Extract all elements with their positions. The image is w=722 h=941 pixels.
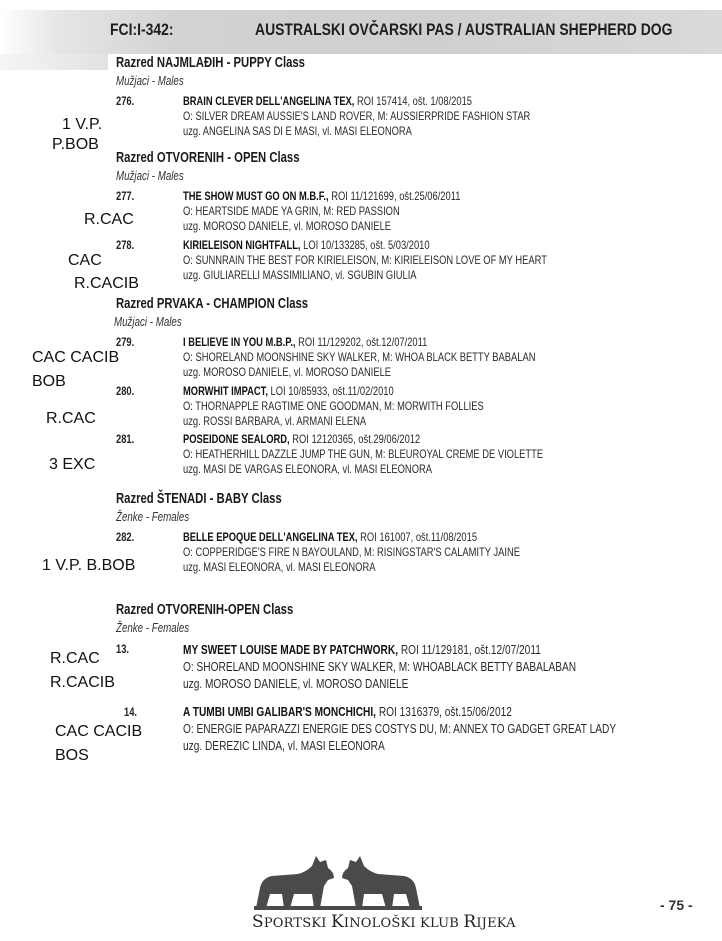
entry-280 bbox=[183, 384, 484, 429]
dog-owner: uzg. ROSSI BARBARA, vl. ARMANI ELENA bbox=[183, 414, 367, 428]
sex-label: Mužjaci - Males bbox=[116, 169, 184, 183]
award-279-a: CAC CACIB bbox=[32, 349, 120, 366]
sex-label: Ženke - Females bbox=[116, 621, 190, 635]
entry-14 bbox=[183, 703, 616, 754]
dog-parents: O: SHORELAND MOONSHINE SKY WALKER, M: WHOA BLACK BETTY BABALAN bbox=[183, 350, 536, 364]
dog-parents: O: SILVER DREAM AUSSIE'S LAND ROVER, M: AUSSIERPRIDE FASHION STAR bbox=[183, 109, 531, 123]
award-276-b: P.BOB bbox=[52, 136, 99, 153]
entry-279 bbox=[183, 335, 535, 380]
dog-owner: uzg. ANGELINA SAS DI E MASI, vl. MASI ELEONORA bbox=[183, 124, 412, 138]
award-277: R.CAC bbox=[84, 211, 134, 228]
dog-parents: O: COPPERIDGE'S FIRE N BAYOULAND, M: RISINGSTAR'S CALAMITY JAINE bbox=[183, 545, 520, 559]
dog-registration: ROI 161007, ošt.11/08/2015 bbox=[357, 530, 478, 544]
dog-registration: ROI 12120365, ošt.29/06/2012 bbox=[289, 432, 421, 446]
dog-owner: uzg. GIULIARELLI MASSIMILIANO, vl. SGUBIN GIULIA bbox=[183, 268, 417, 282]
class-title-puppy: Razred NAJMLAĐIH - PUPPY Class bbox=[116, 55, 305, 71]
dog-name: MORWHIT IMPACT, bbox=[183, 384, 268, 398]
class-title-open-females: Razred OTVORENIH-OPEN Class bbox=[116, 602, 294, 618]
dog-owner: uzg. MOROSO DANIELE, vl. MOROSO DANIELE bbox=[183, 365, 392, 379]
dog-name: BELLE EPOQUE DELL'ANGELINA TEX, bbox=[183, 530, 358, 544]
award-278-a: CAC bbox=[68, 252, 102, 269]
dog-parents: O: SUNNRAIN THE BEST FOR KIRIELEISON, M: KIRIELEISON LOVE OF MY HEART bbox=[183, 253, 547, 267]
entry-13 bbox=[183, 641, 576, 692]
entry-number: 282. bbox=[116, 530, 135, 544]
dog-registration: ROI 11/129181, ošt.12/07/2011 bbox=[398, 642, 541, 657]
scottish-terriers-logo-icon bbox=[254, 848, 422, 912]
header-band-shadow bbox=[0, 54, 108, 70]
dog-name: THE SHOW MUST GO ON M.B.F., bbox=[183, 189, 329, 203]
entry-number: 279. bbox=[116, 335, 135, 349]
sex-label: Mužjaci - Males bbox=[116, 74, 184, 88]
entry-number: 280. bbox=[116, 384, 135, 398]
award-281: 3 EXC bbox=[49, 456, 96, 473]
class-title-champion: Razred PRVAKA - CHAMPION Class bbox=[116, 296, 309, 312]
entry-number: 281. bbox=[116, 432, 135, 446]
entry-number: 13. bbox=[116, 642, 130, 656]
entry-281 bbox=[183, 432, 543, 477]
dog-name: A TUMBI UMBI GALIBAR'S MONCHICHI, bbox=[183, 704, 377, 719]
dog-parents: O: SHORELAND MOONSHINE SKY WALKER, M: WHOABLACK BETTY BABALABAN bbox=[183, 659, 577, 674]
dog-owner: uzg. MOROSO DANIELE, vl. MOROSO DANIELE bbox=[183, 219, 392, 233]
award-279-b: BOB bbox=[32, 373, 66, 390]
fci-number: FCI:I-342: bbox=[110, 20, 174, 39]
dog-parents: O: HEARTSIDE MADE YA GRIN, M: RED PASSION bbox=[183, 204, 400, 218]
award-13-b: R.CACIB bbox=[50, 674, 115, 691]
entry-276 bbox=[183, 94, 530, 139]
dog-registration: LOI 10/133285, ošt. 5/03/2010 bbox=[300, 238, 430, 252]
entry-278 bbox=[183, 238, 547, 283]
entry-277 bbox=[183, 189, 460, 234]
dog-registration: ROI 1316379, ošt.15/06/2012 bbox=[376, 704, 512, 719]
page-number: - 75 - bbox=[660, 897, 693, 913]
dog-parents: O: HEATHERHILL DAZZLE JUMP THE GUN, M: BLEUROYAL CREME DE VIOLETTE bbox=[183, 447, 544, 461]
dog-registration: ROI 11/129202, ošt.12/07/2011 bbox=[295, 335, 428, 349]
award-14-a: CAC CACIB bbox=[55, 723, 143, 740]
entry-number: 277. bbox=[116, 189, 135, 203]
entry-number: 276. bbox=[116, 94, 135, 108]
breed-title: AUSTRALSKI OVČARSKI PAS / AUSTRALIAN SHEPHERD DOG bbox=[255, 20, 673, 39]
award-278-b: R.CACIB bbox=[74, 275, 139, 292]
dog-registration: LOI 10/85933, ošt.11/02/2010 bbox=[267, 384, 394, 398]
dog-name: I BELIEVE IN YOU M.B.P., bbox=[183, 335, 296, 349]
dog-name: BRAIN CLEVER DELL'ANGELINA TEX, bbox=[183, 94, 355, 108]
award-13-a: R.CAC bbox=[50, 650, 100, 667]
award-14-b: BOS bbox=[55, 747, 89, 764]
dog-owner: uzg. DEREZIC LINDA, vl. MASI ELEONORA bbox=[183, 738, 385, 753]
award-276-a: 1 V.P. bbox=[62, 116, 103, 133]
dog-name: POSEIDONE SEALORD, bbox=[183, 432, 290, 446]
award-282: 1 V.P. B.BOB bbox=[42, 557, 136, 574]
class-title-open-males: Razred OTVORENIH - OPEN Class bbox=[116, 150, 300, 166]
dog-parents: O: THORNAPPLE RAGTIME ONE GOODMAN, M: MORWITH FOLLIES bbox=[183, 399, 484, 413]
dog-name: KIRIELEISON NIGHTFALL, bbox=[183, 238, 301, 252]
award-280: R.CAC bbox=[46, 410, 96, 427]
entry-number: 14. bbox=[124, 705, 138, 719]
class-title-baby: Razred ŠTENADI - BABY Class bbox=[116, 491, 282, 507]
sex-label: Ženke - Females bbox=[116, 510, 190, 524]
dog-name: MY SWEET LOUISE MADE BY PATCHWORK, bbox=[183, 642, 399, 657]
dog-owner: uzg. MASI ELEONORA, vl. MASI ELEONORA bbox=[183, 560, 376, 574]
dog-owner: uzg. MOROSO DANIELE, vl. MOROSO DANIELE bbox=[183, 676, 409, 691]
entry-number: 278. bbox=[116, 238, 135, 252]
dog-registration: ROI 11/121699, ošt.25/06/2011 bbox=[328, 189, 461, 203]
dog-registration: ROI 157414, ošt. 1/08/2015 bbox=[354, 94, 473, 108]
sex-label: Mužjaci - Males bbox=[114, 315, 182, 329]
dog-owner: uzg. MASI DE VARGAS ELEONORA, vl. MASI ELEONORA bbox=[183, 462, 432, 476]
club-name: SPORTSKI KINOLOŠKI KLUB RIJEKA bbox=[252, 912, 516, 932]
dog-parents: O: ENERGIE PAPARAZZI ENERGIE DES COSTYS DU, M: ANNEX TO GADGET GREAT LADY bbox=[183, 721, 617, 736]
entry-282 bbox=[183, 530, 520, 575]
